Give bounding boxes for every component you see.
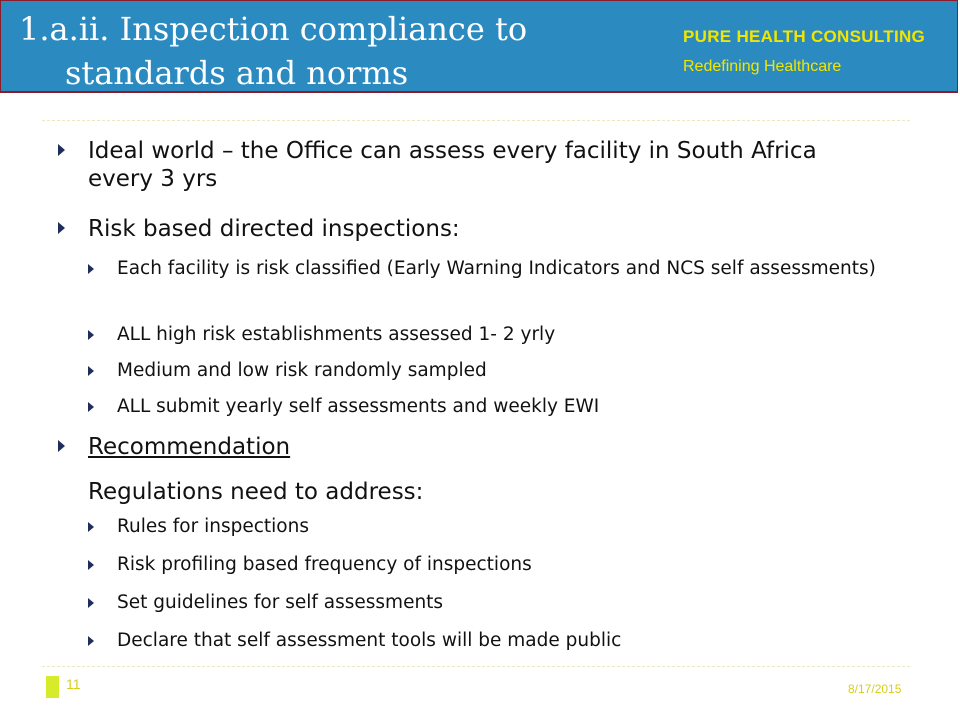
sub-bullet-declare-public	[88, 628, 888, 654]
bullet-text: ALL high risk establishments assessed 1- 2 yrly	[117, 324, 556, 345]
page-number: 11	[66, 676, 81, 692]
bullet-text: Set guidelines for self assessments	[117, 592, 444, 613]
sub-bullet-high-risk	[88, 322, 888, 348]
sub-bullet-rules	[88, 514, 888, 540]
slide-title-line-2: standards and norms	[65, 54, 409, 92]
sub-bullet-guidelines	[88, 590, 888, 616]
triangle-bullet-icon	[88, 522, 94, 532]
footer-accent-bar	[46, 676, 59, 698]
triangle-bullet-icon	[88, 402, 94, 412]
brand-name: PURE HEALTH CONSULTING	[683, 27, 926, 46]
bullet-text: Ideal world – the Office can assess every facility in South Africa every 3 yrs	[88, 138, 817, 192]
bullet-text: Each facility is risk classified (Early Warning Indicators and NCS self assessments)	[117, 258, 876, 279]
bullet-text: Risk based directed inspections:	[88, 216, 460, 242]
slide-title-line-1: 1.a.ii. Inspection compliance to	[19, 10, 528, 48]
bullet-ideal-world	[58, 137, 858, 193]
bullet-text: ALL submit yearly self assessments and weekly EWI	[117, 396, 600, 417]
bullet-recommendation	[58, 433, 858, 461]
bullet-text: Medium and low risk randomly sampled	[117, 360, 487, 381]
regulations-heading	[58, 478, 858, 506]
sub-bullet-risk-profiling	[88, 552, 888, 578]
bullet-risk-based	[58, 215, 858, 243]
triangle-bullet-icon	[88, 264, 94, 274]
sub-bullet-risk-classified	[88, 256, 888, 282]
bullet-text: Rules for inspections	[117, 516, 309, 537]
bullet-text: Risk profiling based frequency of inspections	[117, 554, 532, 575]
bullet-text: Declare that self assessment tools will be made public	[117, 630, 622, 651]
triangle-bullet-icon	[58, 440, 65, 452]
brand-tagline: Redefining Healthcare	[683, 58, 842, 75]
bullet-text: Recommendation	[88, 434, 291, 460]
triangle-bullet-icon	[58, 144, 65, 156]
sub-bullet-self-assessments	[88, 394, 888, 420]
triangle-bullet-icon	[88, 560, 94, 570]
triangle-bullet-icon	[88, 636, 94, 646]
slide-date: 8/17/2015	[848, 682, 902, 696]
bullet-text: Regulations need to address:	[88, 479, 424, 505]
triangle-bullet-icon	[88, 598, 94, 608]
triangle-bullet-icon	[58, 222, 65, 234]
triangle-bullet-icon	[88, 330, 94, 340]
sub-bullet-medium-low	[88, 358, 888, 384]
triangle-bullet-icon	[88, 366, 94, 376]
